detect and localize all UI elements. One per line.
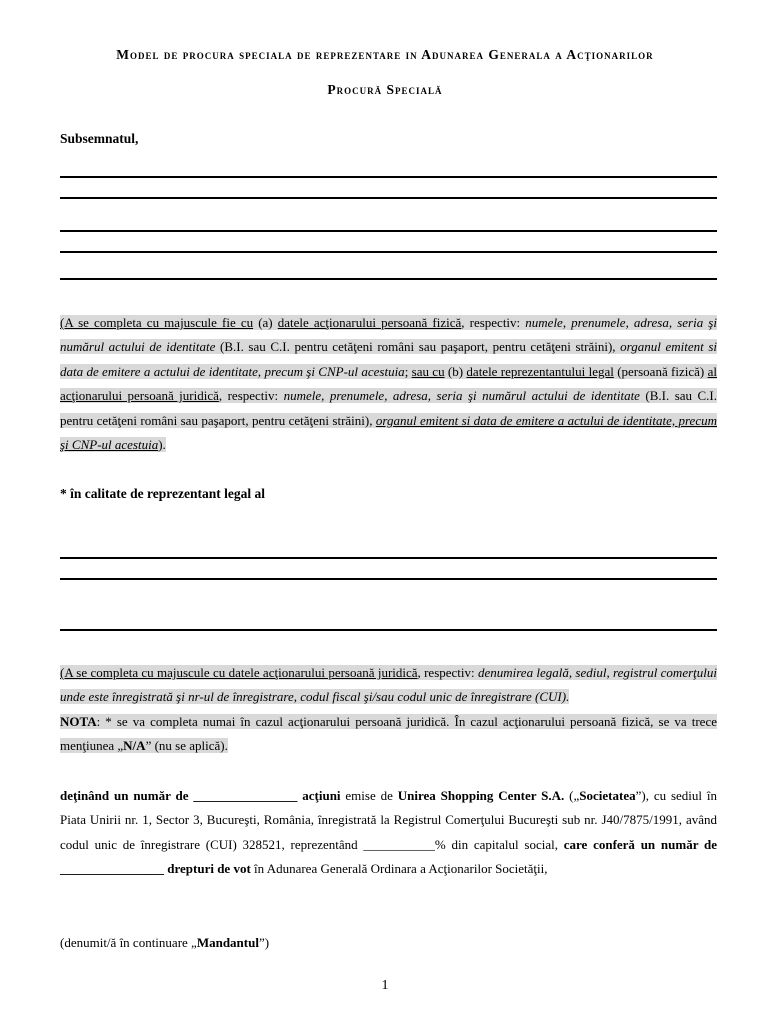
fill-line xyxy=(60,251,717,253)
shareholding-paragraph: deţinând un număr de ________________ acţiuni emise de Unirea Shopping Center S.A. („Societatea”), cu sediul în Piata Unirii nr. 1, Sector 3, Bucureşti, România, înregistrată la Registrul Comerţului Bucureşti sub nr. J40/7875/1991, având codul unic de înregistrare (CUI) 328521, reprezentând ___________% din capitalul social, care conferă un număr de ________________ drepturi de vot în Adunarea Generală Ordinara a Acţionarilor Societăţii, xyxy=(60,788,717,877)
document-subtitle: Procură Specială xyxy=(327,82,443,97)
legal-representative-label: * în calitate de reprezentant legal al xyxy=(60,486,265,501)
mandant-definition: (denumit/ă în continuare „Mandantul”) xyxy=(60,935,270,950)
instructions-natural-person: (A se completa cu majuscule fie cu (a) datele acţionarului persoană fizică, respectiv: numele, prenumele, adresa, seria şi numărul actului de identitate (B.I. sau C.I. pentru cetăţeni români sau paşaport, pentru cetăţeni străini), organul emitent si data de emitere a actului de identitate, precum şi CNP-ul acestuia; sau cu (b) datele reprezentantului legal (persoană fizică) al acţionarului persoană juridică, respectiv: numele, prenumele, adresa, seria şi numărul actului de identitate (B.I. sau C.I. pentru cetăţeni români sau paşaport, pentru cetăţeni străini), organul emitent si data de emitere a actului de identitate, precum şi CNP-ul acestuia). xyxy=(60,315,717,453)
instructions-legal-entity: (A se completa cu majuscule cu datele acţionarului persoană juridică, respectiv: denumirea legală, sediul, registrul comerţului unde este înregistrată şi nr-ul de înregistrare, codul fiscal şi/sau codul unic de înregistrare (CUI). NOTA: * se va completa numai în cazul acţionarului persoană juridică. În cazul acţionarului persoană fizică, se va trece menţiunea „N/A” (nu se aplică). xyxy=(60,665,717,754)
fill-line xyxy=(60,197,717,199)
fill-line xyxy=(60,557,717,559)
fill-line xyxy=(60,176,717,178)
document-title: Model de procura speciala de reprezentare in Adunarea Generala a Acţionarilor xyxy=(116,47,654,62)
fill-line xyxy=(60,629,717,631)
fill-line xyxy=(60,230,717,232)
fill-line xyxy=(60,578,717,580)
subsemnatul-label: Subsemnatul, xyxy=(60,131,139,146)
fill-line xyxy=(60,278,717,280)
page-number: 1 xyxy=(381,978,389,993)
